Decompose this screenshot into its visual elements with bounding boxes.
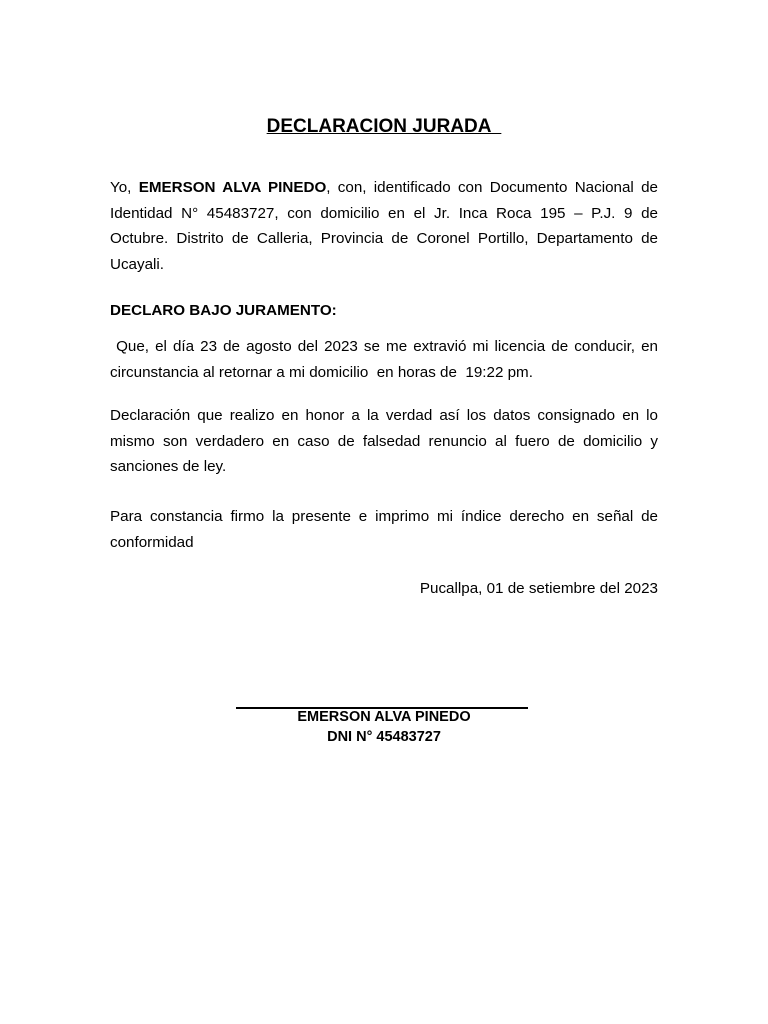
place-date: Pucallpa, 01 de setiembre del 2023 [419,580,658,597]
signature-dni: DNI N° 45483727 [327,729,441,745]
declaration-heading: DECLARO BAJO JURAMENTO: [110,302,337,319]
signature-name: EMERSON ALVA PINEDO [297,709,471,725]
intro-text: Yo, [110,179,139,196]
declarant-paragraph [110,175,658,277]
declarant-name: EMERSON ALVA PINEDO [138,179,327,196]
incident-paragraph: Que, el día 23 de agosto del 2023 se me extravió mi licencia de conducir, en circunstancia al retornar a mi domicilio en horas de 19:22 pm. [110,338,663,381]
document-title: DECLARACION JURADA [266,116,502,137]
conformity-paragraph: Para constancia firmo la presente e imprimo mi índice derecho en señal de conformidad [110,508,658,551]
identity-text: , con, identificado con Documento Nacional de Identidad N° 45483727, con domicilio en el Jr. Inca Roca 195 – P.J. 9 de Octubre. Distrito de Calleria, Provincia de Coronel Portillo, Departamento de Ucayali. [110,179,658,273]
truth-statement-paragraph: Declaración que realizo en honor a la verdad así los datos consignado en lo mismo son verdadero en caso de falsedad renuncio al fuero de domicilio y sanciones de ley. [110,407,658,475]
